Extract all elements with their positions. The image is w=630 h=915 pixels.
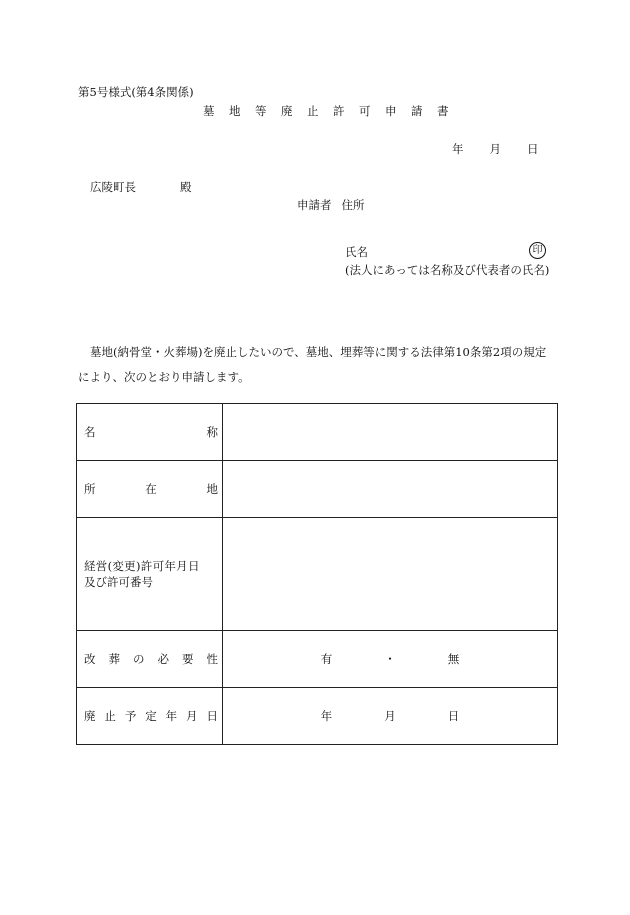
date-day: 日 [527,142,539,156]
closure-year: 年 [320,709,333,723]
seal-mark: 印 [529,242,546,259]
title-char: 請 [411,104,423,118]
table-row-name [77,404,558,461]
permit-label: 経営(変更)許可年月日 及び許可番号 [77,518,223,631]
reburial-choice[interactable] [223,631,558,688]
title-char: 可 [359,104,371,118]
form-number: 第5号様式(第4条関係) [78,85,194,99]
closure-date-label: 廃 止 予 定 年 月 日 [77,688,223,745]
closure-date-field[interactable] [223,688,558,745]
table-row-permit [77,518,558,631]
details-table [76,403,558,745]
closure-month: 月 [384,709,396,723]
applicant-name-note: (法人にあっては名称及び代表者の氏名) [345,263,550,277]
applicant-label: 申請者 [297,198,332,212]
body-line-1: 墓地(納骨堂・火葬場)を廃止したいので、墓地、埋葬等に関する法律第10条第2項の規定 [90,345,547,359]
table-row-location [77,461,558,518]
body-line-2: により、次のとおり申請します。 [78,370,250,384]
reburial-yes[interactable]: 有 [320,652,333,666]
closure-day: 日 [447,709,460,723]
location-label: 所 在 地 [77,461,223,518]
date-line [452,142,539,156]
location-value-field[interactable] [223,461,558,518]
reburial-separator: ・ [384,652,396,666]
reburial-label: 改 葬 の 必 要 性 [77,631,223,688]
title-char: 等 [255,104,267,118]
body-text [78,340,558,390]
document-title [203,104,449,118]
date-year: 年 [452,142,464,156]
title-char: 許 [333,104,345,118]
title-char: 墓 [203,104,215,118]
addressee [90,180,192,194]
date-month: 月 [489,142,501,156]
permit-value-field[interactable] [223,518,558,631]
name-label: 名 称 [77,404,223,461]
applicant-address [297,198,365,212]
title-char: 止 [307,104,319,118]
address-label: 住所 [341,198,365,212]
title-char: 廃 [281,104,293,118]
reburial-no[interactable]: 無 [447,652,460,666]
title-char: 書 [437,104,449,118]
addressee-name: 広陵町長 [90,180,136,194]
name-value-field[interactable] [223,404,558,461]
addressee-honorific: 殿 [180,180,192,194]
applicant-name-label: 氏名 [345,245,368,259]
table-row-reburial [77,631,558,688]
title-char: 地 [229,104,241,118]
title-char: 申 [385,104,397,118]
table-row-closure-date [77,688,558,745]
